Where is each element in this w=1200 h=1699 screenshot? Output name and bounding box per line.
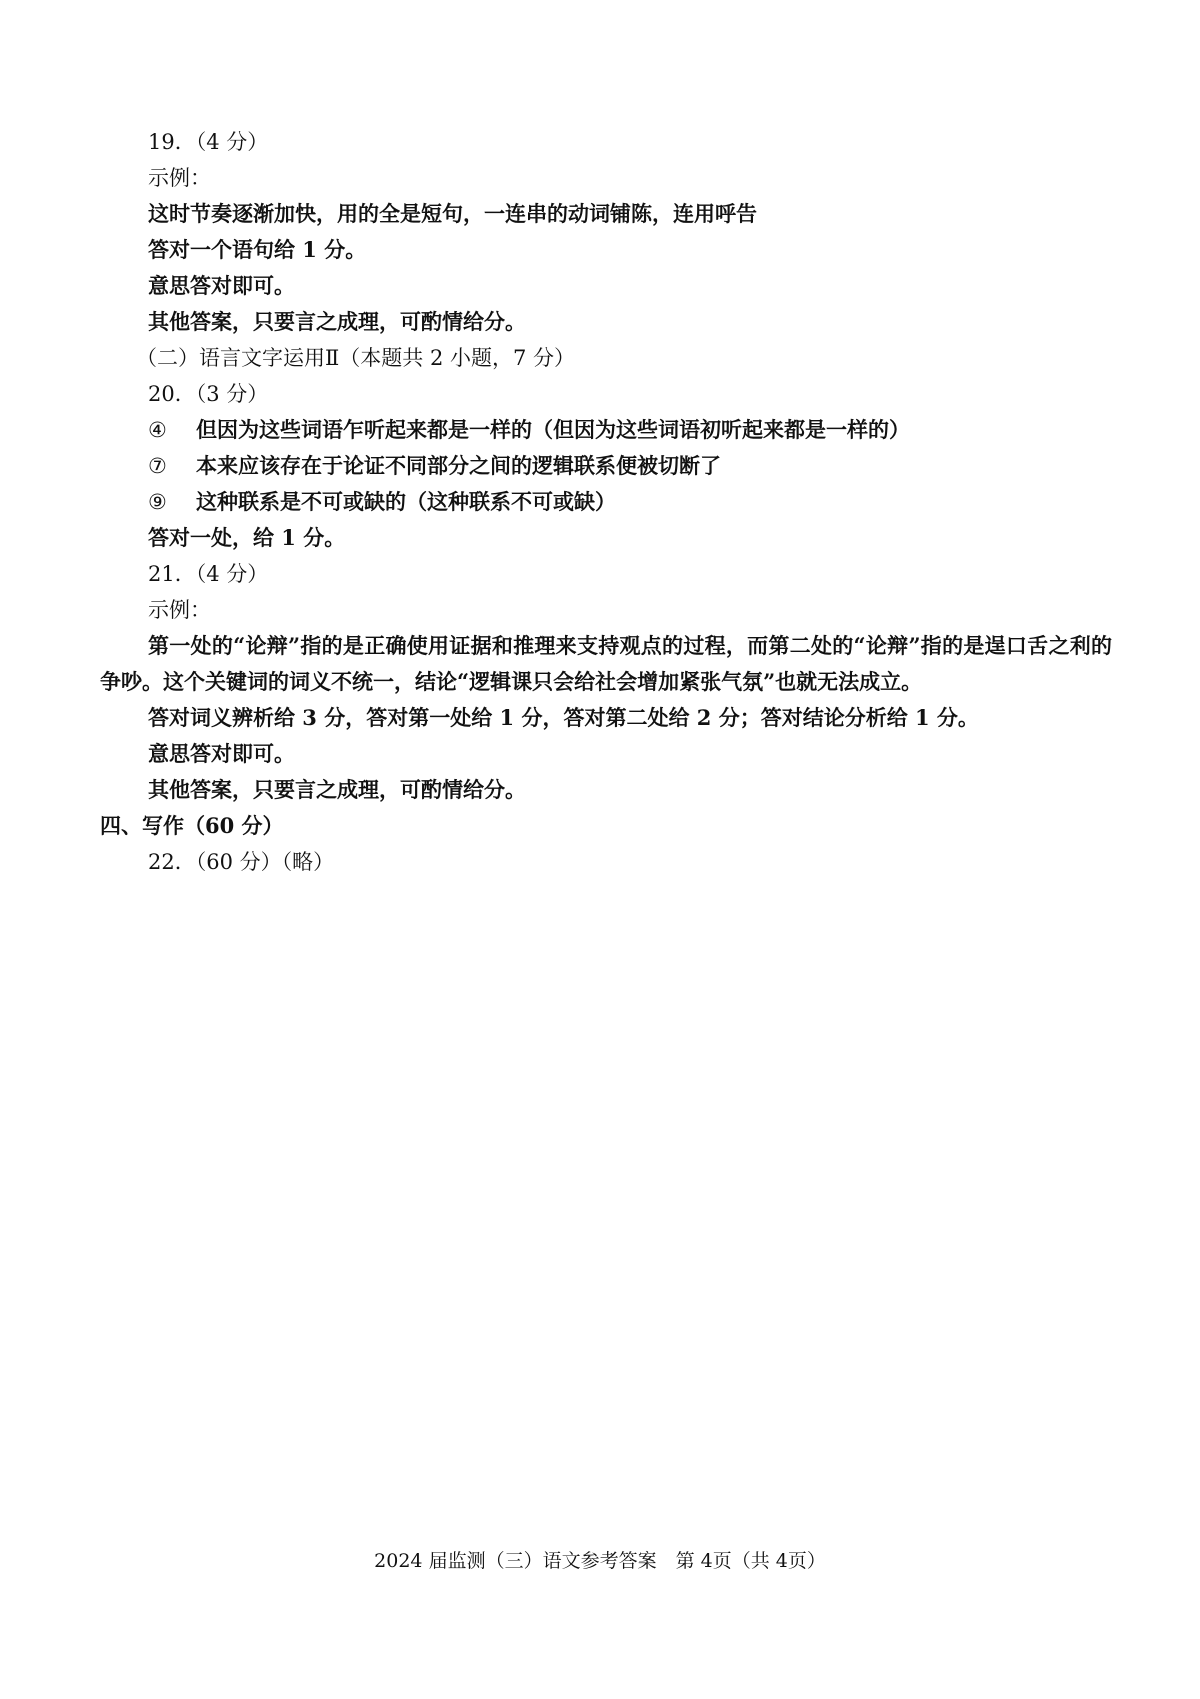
q20-header: 20．（3 分）: [148, 382, 269, 406]
page-footer: 2024 届监测（三）语文参考答案 第 4页（共 4页）: [374, 1550, 826, 1572]
q21-note-1: 意思答对即可。: [148, 741, 295, 766]
q22-header: 22．（60 分）（略）: [148, 850, 335, 874]
q20-item-marker: ⑦: [148, 454, 167, 478]
page-content: [100, 124, 1112, 880]
q20-item: [100, 412, 1112, 448]
q21-example-label: 示例：: [148, 598, 211, 622]
section-4-heading: 四、写作（60 分）: [100, 813, 284, 838]
q20-item: [100, 484, 1112, 520]
q20-item: [100, 448, 1112, 484]
q19-note-1: 意思答对即可。: [148, 273, 295, 298]
q19-note-2: 其他答案，只要言之成理，可酌情给分。: [148, 309, 526, 334]
q20-item-text: 本来应该存在于论证不同部分之间的逻辑联系便被切断了: [196, 453, 721, 478]
section-2-heading: （二）语言文字运用Ⅱ（本题共 2 小题，7 分）: [136, 346, 576, 370]
q20-item-text: 这种联系是不可或缺的（这种联系不可或缺）: [196, 489, 616, 514]
q20-item-marker: ④: [148, 418, 167, 442]
q20-scoring: 答对一处，给 1 分。: [148, 525, 346, 550]
q19-scoring: 答对一个语句给 1 分。: [148, 237, 367, 262]
q21-note-2: 其他答案，只要言之成理，可酌情给分。: [148, 777, 526, 802]
q20-item-text: 但因为这些词语乍听起来都是一样的（但因为这些词语初听起来都是一样的）: [196, 417, 910, 442]
q19-header: 19．（4 分）: [148, 130, 269, 154]
q21-answer: 第一处的“论辩”指的是正确使用证据和推理来支持观点的过程，而第二处的“论辩”指的是逞口舌之利的争吵。这个关键词的词义不统一，结论“逻辑课只会给社会增加紧张气氛”也就无法成立。: [100, 633, 1112, 694]
q19-example-label: 示例：: [148, 166, 211, 190]
q21-header: 21．（4 分）: [148, 562, 269, 586]
q21-scoring: 答对词义辨析给 3 分，答对第一处给 1 分，答对第二处给 2 分；答对结论分析给 1 分。: [148, 705, 979, 730]
q19-answer: 这时节奏逐渐加快，用的全是短句，一连串的动词铺陈，连用呼告: [148, 201, 757, 226]
q20-item-marker: ⑨: [148, 490, 167, 514]
